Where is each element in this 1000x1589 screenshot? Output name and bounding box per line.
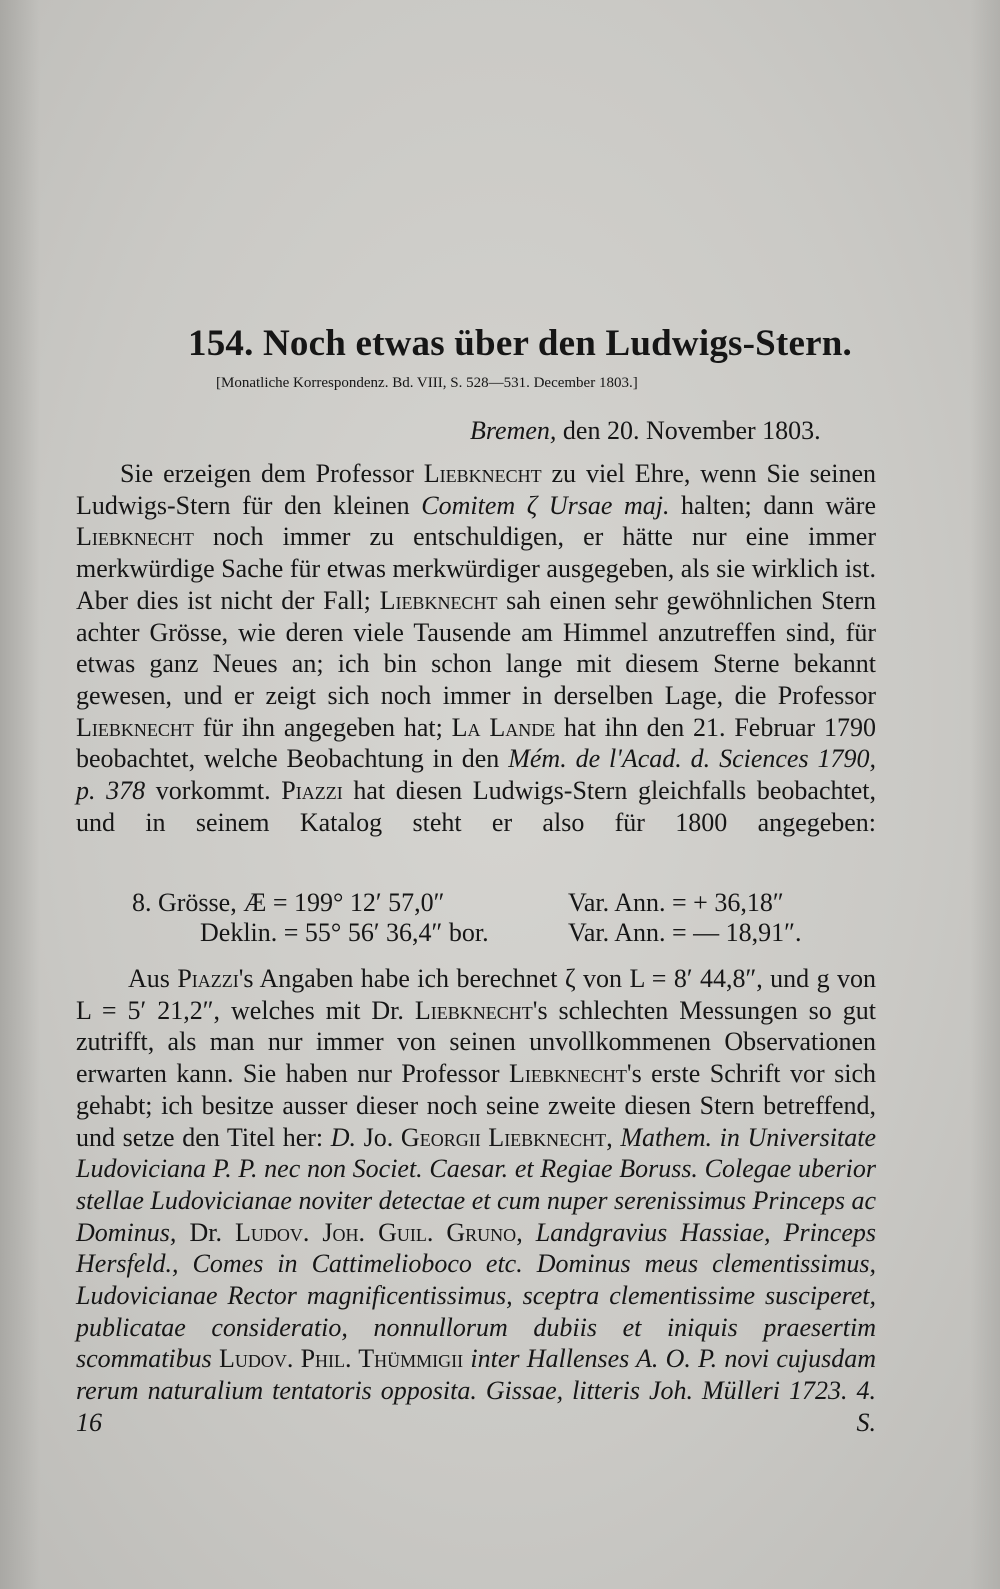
text-run: zu viel Ehre, wenn Sie seinen Ludwigs-Stern für den kleinen bbox=[76, 459, 876, 520]
person-name: Liebknecht bbox=[379, 585, 498, 615]
page-shadow-right bbox=[970, 0, 1000, 1589]
text-run: Dr. bbox=[176, 1217, 235, 1247]
source-citation: [Monatliche Korrespondenz. Bd. VIII, S. 528—531. December 1803.] bbox=[216, 375, 638, 391]
right-ascension-variation: Var. Ann. = + 36,18″ bbox=[568, 888, 784, 917]
text-run: 's Angaben habe ich berechnet ζ von L = 8′ 44,8″, und g von L = 5′ 21,2″, welches mit Dr. bbox=[76, 964, 876, 1025]
text-run: noch immer zu entschuldigen, er hätte nur eine immer merkwürdige Sache für etwas merkwürdiger ausgegeben, als sie wirklich ist. Aber dies ist nicht der Fall; bbox=[76, 522, 876, 615]
latin-phrase: inter Hallenses A. O. P. novi cujusdam rerum naturalium tentatoris opposita. Gissae, litteris Joh. Mülleri 1723. 4. 16 S. bbox=[76, 1344, 876, 1437]
latin-phrase: D. bbox=[330, 1122, 357, 1152]
text-run: hat ihn den 21. Februar 1790 beobachtet, welche Beobachtung in den bbox=[76, 712, 876, 774]
declination-variation: Var. Ann. = — 18,91″. bbox=[568, 918, 802, 947]
text-run: 's erste Schrift vor sich gehabt; ich besitze ausser dieser noch seine zweite diesen Stern betreffend, und setze den Titel her: bbox=[76, 1059, 877, 1152]
text-run: Jo. bbox=[356, 1122, 401, 1152]
person-name: Piazzi bbox=[177, 964, 239, 993]
person-name: Piazzi bbox=[281, 776, 343, 806]
latin-phrase: Mathem. in Universitate Ludoviciana P. P. nec non Societ. Caesar. et Regiae Boruss. Colegae uberior stellae Ludovicianae noviter detectae et cum nuper serenissimus Princeps ac Dominus, bbox=[76, 1122, 877, 1247]
paragraph-1 bbox=[76, 458, 876, 838]
latin-phrase: Landgravius Hassiae, Princeps Hersfeld., Comes in Cattimelioboco etc. Dominus meus clementissimus, Ludovicianae Rector magnificentissimus, sceptra clementissime susciperet, publicatae consideratio, nonnullorum dubiis et iniquis praesertim scommatibus bbox=[76, 1217, 876, 1374]
text-run: , bbox=[516, 1217, 536, 1247]
dateline-date: den 20. November 1803. bbox=[556, 416, 821, 445]
dateline-place: Bremen, bbox=[470, 416, 557, 445]
text-run: sah einen sehr gewöhnlichen Stern achter Grösse, wie deren viele Tausende am Himmel anzutreffen sind, für etwas ganz Neues an; ich bin schon lange mit diesem Sterne bekannt gewesen, und er zeigt sich noch immer in derselben Lage, die Professor bbox=[76, 585, 876, 710]
dateline bbox=[470, 416, 870, 446]
text-run: für ihn angegeben hat; bbox=[193, 712, 452, 742]
text-run: vorkommt. bbox=[145, 776, 282, 806]
paragraph-2 bbox=[76, 963, 876, 1439]
person-name: Ludov. Joh. Guil. Gruno bbox=[235, 1217, 517, 1247]
person-name: Ludov. Phil. Thümmigii bbox=[219, 1344, 464, 1374]
person-name: Liebknecht bbox=[509, 1059, 627, 1089]
text-run bbox=[212, 1344, 219, 1373]
person-name: La Lande bbox=[451, 712, 556, 742]
text-run: Aus bbox=[128, 964, 178, 993]
text-run: 's schlechten Messungen so gut zutrifft, als man nur immer von seinen unvollkommenen Observationen erwarten kann. Sie haben nur Professor bbox=[76, 995, 876, 1089]
latin-phrase: Comitem ζ Ursae maj. bbox=[421, 490, 670, 520]
section-title: 154. Noch etwas über den Ludwigs-Stern. bbox=[188, 323, 852, 364]
person-name: Liebknecht bbox=[76, 712, 194, 742]
right-ascension: 8. Grösse, Æ = 199° 12′ 57,0″ bbox=[132, 888, 445, 917]
page-shadow-left bbox=[0, 0, 40, 1589]
declination: Deklin. = 55° 56′ 36,4″ bor. bbox=[200, 918, 489, 947]
text-run: hat diesen Ludwigs-Stern gleichfalls beobachtet, und in seinem Katalog steht er also für 1800 angegeben: bbox=[76, 776, 876, 837]
text-run: halten; dann wäre bbox=[669, 490, 876, 520]
person-name: Liebknecht bbox=[423, 459, 542, 488]
reference: Mém. de l'Acad. d. Sciences 1790, p. 378 bbox=[76, 744, 876, 806]
person-name: Liebknecht bbox=[76, 522, 194, 552]
person-name: Georgii Liebknecht bbox=[400, 1122, 607, 1152]
person-name: Liebknecht bbox=[414, 995, 533, 1025]
text-run: , bbox=[606, 1122, 621, 1152]
text-run: Sie erzeigen dem Professor bbox=[120, 459, 424, 488]
